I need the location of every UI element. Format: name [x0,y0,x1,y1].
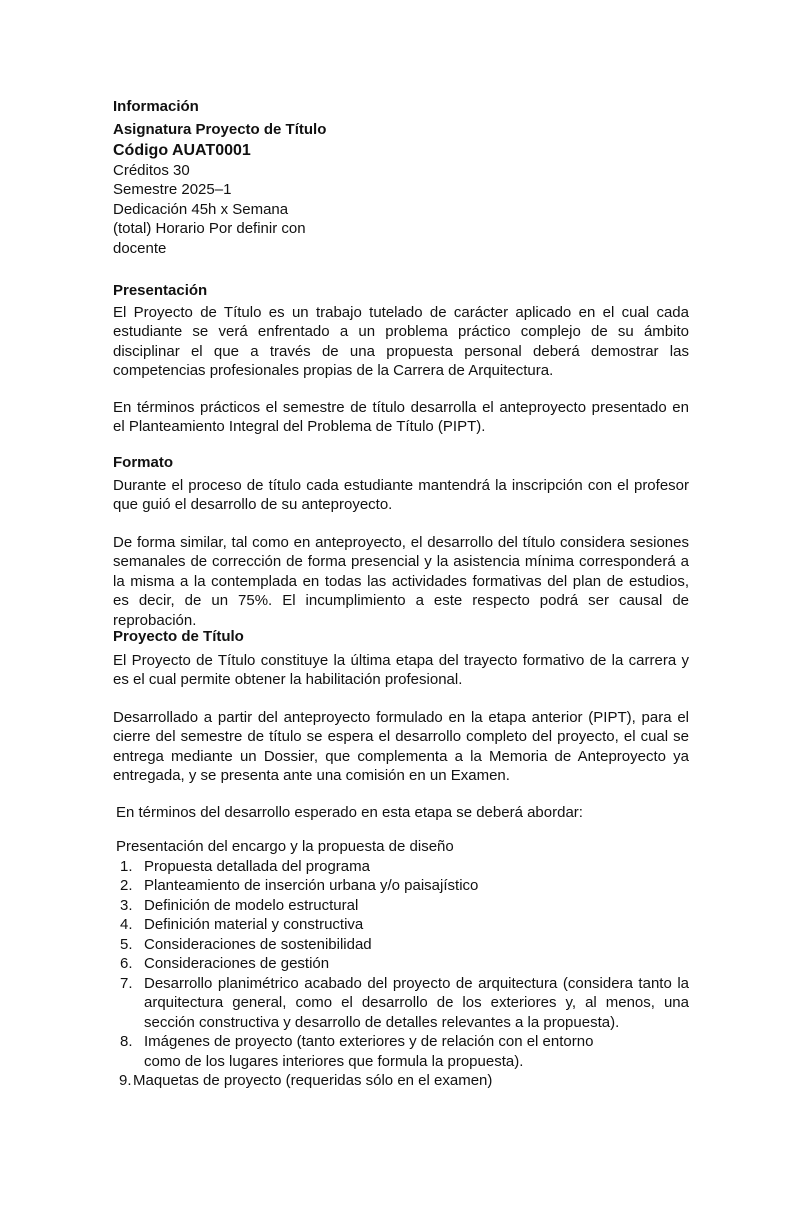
item-text: Consideraciones de gestión [144,955,330,972]
presentacion-section [113,281,689,437]
item-number: 1. [120,857,133,875]
proyecto-paragraph-1: El Proyecto de Título constituye la última etapa del trayecto formativo de la carrera y es el cual permite obtener la habilitación profesional. [113,651,689,688]
list-item [113,1032,689,1071]
item-number: 2. [120,877,133,894]
item-text: Definición de modelo estructural [144,896,359,914]
presentacion-paragraph-2: En términos prácticos el semestre de título desarrolla el anteproyecto presentado en el Planteamiento Integral del Problema de Título (PIPT). [113,398,689,435]
proyecto-paragraph-2: Desarrollado a partir del anteproyecto formulado en la etapa anterior (PIPT), para el cierre del semestre de título se espera el desarrollo completo del proyecto, el cual se entrega mediante un Dossier, que complementa a la Memoria de Anteproyecto ya entregada, y se presenta ante una comisión en un Examen. [113,708,689,784]
item-number: 3. [120,896,133,914]
presentacion-paragraph-1: El Proyecto de Título es un trabajo tutelado de carácter aplicado en el cual cada estudiante se verá enfrentado a un problema práctico complejo de su ámbito disciplinar el que a través de una propuesta personal deberá demostrar las competencias profesionales propias de la Carrera de Arquitectura. [113,303,689,379]
item-text: Imágenes de proyecto (tanto exteriores y de relación con el entorno como de los lugares interiores que formula la propuesta). [144,1033,594,1070]
item-number: 8. [120,1033,133,1050]
semester: Semestre 2025–1 [113,181,232,198]
proyecto-section [113,627,689,1091]
course-code: Código AUAT0001 [113,142,251,159]
list-item [113,1071,689,1091]
item-number: 9. [119,1072,132,1089]
list-item [113,876,689,896]
proyecto-heading: Proyecto de Título [113,628,244,645]
formato-paragraph-1: Durante el proceso de título cada estudiante mantendrá la inscripción con el profesor que guió el desarrollo de su anteproyecto. [113,476,689,513]
list-item [113,974,689,1033]
course-name: Asignatura Proyecto de Título [113,120,327,138]
item-number: 4. [120,916,133,933]
info-section [113,97,689,258]
list-item [113,857,689,877]
schedule: (total) Horario Por definir con [113,220,306,237]
formato-heading: Formato [113,454,173,471]
list-intro: Presentación del encargo y la propuesta de diseño [116,838,454,855]
formato-section [113,453,689,630]
formato-paragraph-2: De forma similar, tal como en anteproyecto, el desarrollo del título considera sesiones semanales de corrección de forma presencial y la asistencia mínima corresponderá a la misma a la contemplada en todas las actividades formativas del plan de estudios, es decir, de un 75%. El incumplimiento a este respecto podrá ser causal de reprobación. [113,533,689,629]
list-item [113,935,689,955]
item-text: Maquetas de proyecto (requeridas sólo en el examen) [133,1072,493,1089]
proyecto-paragraph-3: En términos del desarrollo esperado en esta etapa se deberá abordar: [116,803,583,821]
list-item [113,915,689,935]
item-number: 6. [120,955,133,972]
schedule-cont: docente [113,239,167,257]
credits: Créditos 30 [113,161,190,179]
item-text: Propuesta detallada del programa [144,857,370,875]
dedication: Dedicación 45h x Semana [113,200,289,218]
info-heading: Información [113,98,199,115]
item-number: 7. [120,974,133,992]
presentacion-heading: Presentación [113,282,208,299]
item-text: Desarrollo planimétrico acabado del proyecto de arquitectura (considera tanto la arquitectura general, como el desarrollo de los exteriores y, al menos, una sección constructiva y desarrollo de detalles relevantes a la propuesta). [144,974,689,1031]
list-item [113,896,689,916]
deliverables-list [113,857,689,1091]
item-text: Planteamiento de inserción urbana y/o paisajístico [144,877,479,894]
item-text: Definición material y constructiva [144,916,364,933]
item-number: 5. [120,935,133,953]
list-item [113,954,689,974]
item-text: Consideraciones de sostenibilidad [144,935,372,953]
